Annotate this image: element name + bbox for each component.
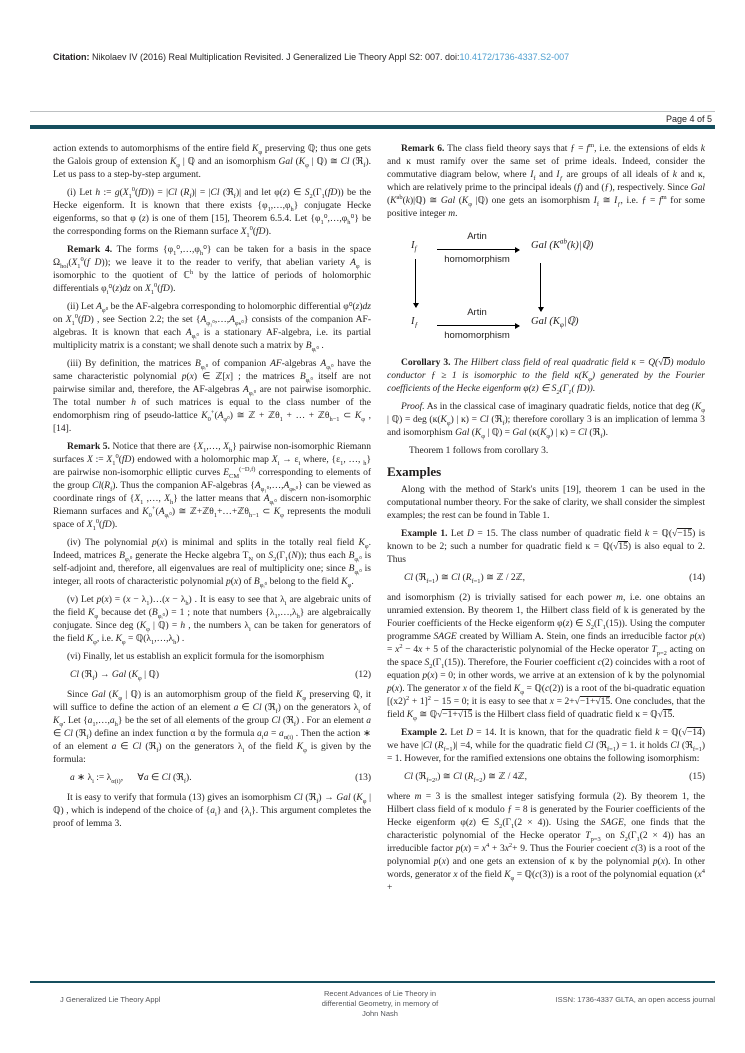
- footer-divider: [30, 981, 715, 983]
- paragraph: Theorem 1 follows from corollary 3.: [409, 446, 549, 456]
- paragraph: where m = 3 is the smallest integer satisfying formula (2). By theorem 1, the Hilbert class field of ĸ modulo ƒ = 8 is generated by the Fourier coefficients of the Hecke eigenform φ(z) ∈ $S_2(\Gamma_1(2 \times 4))$. Using the SAGE, one finds that the characteristic polynomial of the Hecke operator $T_{p=3}$ on $S_2(\Gamma_1(2 \times 4))$ has an irreducible factor $p(x) = x^4 + 3x^2+ 9$. Thus the Fourier coecient c(3) is a root of the polynomial p(x) and one gets an extension of ĸ by the polynomial p(x). In other words, generator x of the field $K_\varphi$ = ℚ(c(3)) is a root of the polynomial equation ($x^4$ +: [387, 792, 705, 893]
- footer: [30, 989, 715, 1019]
- paragraph-text: The Hilbert class field of real quadratic field ĸ = Q(√D) modulo conductor ƒ ≥ 1 is isomorphic to the field $ĸ(K_\varphi)$ generated by the Fourier coefficients of the Hecke eigenform φ(z) ∈ $S_2(\Gamma_1$( fD)).: [387, 358, 705, 396]
- equation-number: (14): [689, 573, 705, 583]
- paragraph: and isomorphism (2) is trivially satised for each power m, i.e. one obtains an unramied extension. By theorem 1, the Hilbert class field of k is generated by the Fourier coefficients of the Hecke eigenform φ(z) ∈ $S_2(\Gamma_1(15))$. Using the computer programme SAGE created by William A. Stein, one finds an irreducible factor $p(x) = x^2 - 4x + 5$ of the characteristic polynomial of the Hecke operator $T_{p=2}$ acting on the space $S_2(\Gamma_1(15))$. Therefore, the Fourier coefficient c(2) coincides with a root of equation p(x) = 0; in other words, we arrive at an extension of k by the polynomial p(x). The generator x of the field $K_\varphi$ = ℚ(c(2)) is a root of the bi-quadratic equation $[(x2)^2 + 1]^2 - 15 = 0$; it is easy to see that x = 2+√−1+√15. One concludes, that the field $K_\varphi$ ≅ ℚ√−1+√15 is the Hilbert class field of quadratic field ĸ = ℚ√15.: [387, 593, 705, 722]
- footer-issue-title: [280, 989, 480, 1019]
- arrow-right-icon: [437, 325, 519, 326]
- paragraph: Along with the method of Stark's units [19], theorem 1 can be used in the computational number theory. For the sake of clarity, we shall consider the simplest examples; the rest can be found in Table 1.: [387, 485, 705, 521]
- equation-body: Cl (ℜ$_{f=1}$) ≅ Cl $(R_{f=1})$ ≅ ℤ / 2ℤ,: [404, 573, 526, 585]
- diagram-arrow-sublabel: homomorphism: [444, 330, 510, 341]
- paragraph: (v) Let $p(x) = (x - \lambda_1)\dots(x - \lambda_h)$ . It is easy to see that $\lambda_i$ are algebraic units of the field $K_\varphi$ because $\det (B_{\varphi ᵢ^0}) = 1$ ; note that numbers $\{\lambda_1,\dots,\lambda_h\}$ are algebraically conjugate. Since deg ($K_\varphi$ | ℚ) = h , the numbers $\lambda_i$ can be taken for generators of the field $K_\varphi$, i.e. $K_\varphi$ = $ℚ(\lambda_1,\dots,\lambda_h)$ .: [53, 595, 372, 646]
- citation-text: Nikolaev IV (2016) Real Multiplication Revisited. J Generalized Lie Theory Appl S2: 007. doi:: [89, 52, 460, 62]
- equation-13: [53, 772, 371, 785]
- remark-label: Remark 4.: [67, 245, 113, 255]
- paragraph: [387, 528, 705, 567]
- paragraph: (ii) Let $A_{\varphi^0}$ be the AF-algebra corresponding to holomorphic differential φ⁰(z)dz on $X_1^0(fD)$ , see Section 2.2; the set $\{A_{\varphi_1^0},\dots,A_{\varphi_h^0}\}$ consists of the companion AF-algebras. It is known that each $A_{\varphi ᵢ^0}$ is a stationary AF-algebra, i.e. its partial multiplicity matrix is a constant; we shall denote such a matrix by $B_{\varphi ᵢ^0}$ .: [53, 302, 371, 353]
- paragraph: (iii) By definition, the matrices $B_{\varphi ᵢ^0}$ of companion AF-algebras $A_{\varphi ᵢ^0}$ have the same characteristic polynomial p(x) ∈ ℤ[x] ; the matrices $B_{\varphi ᵢ^0}$ itself are not pairwise similar and, therefore, the AF-algebras $A_{\varphi ᵢ^0}$ are not pairwise isomorphic. The total number h of such matrices is equal to the class number of the endomorphism ring of pseudo-lattice $K_0^+(A_{\varphi^0})$ ≅ ℤ + ℤθ$_1$ + … + ℤθ$_{h-1}$ ⊂ $K_\varphi$ , [14].: [53, 359, 371, 434]
- paragraph: [53, 244, 371, 296]
- right-column: [387, 143, 705, 978]
- paragraph: action extends to automorphisms of the entire field $K_\varphi$ preserving ℚ; thus one gets the Galois group of extension $K_\varphi$ | ℚ and an isomorphism Gal ($K_\varphi$ | ℚ) ≅ Cl (ℜ$_f$). Let us pass to a step-by-step argument.: [53, 144, 371, 180]
- equation-15: [387, 771, 705, 784]
- equation-14: [387, 572, 705, 585]
- equation-number: (12): [355, 670, 371, 680]
- paragraph: [387, 727, 705, 766]
- corollary-label: Corollary 3.: [401, 358, 451, 368]
- example-label: Example 2.: [401, 728, 448, 738]
- equation-12: [53, 669, 371, 682]
- paragraph: Since Gal ($K_\varphi$ | ℚ) is an automorphism group of the field $K_\varphi$ preserving ℚ, it will suffice to define the action of an element a ∈ Cl (ℜ$_f$) on the generators $\lambda_i$ of $K_\varphi$. Let $\{a_1,\dots,a_h\}$ be the set of all elements of the group Cl (ℜ$_f$) . For an element a ∈ Cl (ℜ$_f$) define an index function α by the formula $a_ia = a_{\alpha(i)}$ . Then the action ∗ of an element a ∈ Cl (ℜ$_f$) on the generators $\lambda_i$ of the field $K_\varphi$ is given by the formula:: [53, 690, 372, 765]
- diagram-node-If: $I_f$: [411, 240, 417, 254]
- paragraph: [387, 143, 705, 221]
- paragraph-text: The forms $\{\varphi_1^0,\dots,\varphi_h^0\}$ can be taken for a basis in the space $\Omega_{hol}(X_1^0(f$ D)); we leave it to the reader to verify, that abelian variety $A_\varphi$ is isomorphic to the quotient of ℂ$^h$ by the lattice of periods of holomorphic differentials $\varphi_i^0(z)dz$ on $X_1^0(fD)$.: [53, 245, 372, 296]
- equation-body: a ∗ $\lambda_i$ := $\lambda_{\alpha(i)}$, ∀a ∈ Cl (ℜ$_f$).: [70, 773, 192, 785]
- page-indicator: Page 4 of 5: [665, 114, 712, 124]
- footer-issn: ISSN: 1736-4337 GLTA, an open access journal: [555, 995, 715, 1004]
- left-column: [53, 143, 371, 978]
- paragraph-text: Let D = 15. The class number of quadratic field k = ℚ(√−15) is known to be 2; such a number for quadratic field ĸ = ℚ(√15) is also equal to 2. Thus: [387, 529, 705, 565]
- footer-journal-name: J Generalized Lie Theory Appl: [60, 995, 161, 1004]
- commutative-diagram: [397, 227, 697, 349]
- section-heading-examples: Examples: [387, 464, 442, 479]
- paragraph: [387, 401, 705, 440]
- diagram-arrow-sublabel: homomorphism: [444, 254, 510, 265]
- paragraph: It is easy to verify that formula (13) gives an isomorphism Cl (ℜ$_f$) → Gal ($K_\varphi$ | ℚ) , which is independ of the choice of $\{a_i\}$ and $\{\lambda_i\}$. This argument completes the proof of lemma 3.: [53, 793, 371, 829]
- equation-body: Cl (ℜ$_{f=2^3}$) ≅ Cl $(R_{f=2})$ ≅ ℤ / 4ℤ,: [404, 772, 527, 784]
- arrow-down-icon: [540, 263, 541, 311]
- diagram-node-Gal-ab: Gal $(K^{ab}(k)|ℚ)$: [531, 237, 594, 251]
- proof-label: Proof.: [401, 402, 425, 412]
- content-columns: [53, 143, 705, 978]
- diagram-node-If2: $I_ƒ$: [411, 316, 419, 330]
- paragraph: (vi) Finally, let us establish an explicit formula for the isomorphism: [67, 652, 325, 662]
- arrow-right-icon: [437, 249, 519, 250]
- paragraph: [53, 441, 371, 532]
- footer-issue-line: John Nash: [362, 1009, 398, 1019]
- arrow-down-icon: [415, 259, 416, 307]
- example-label: Example 1.: [401, 529, 448, 539]
- paragraph: (i) Let h := $g(X_1^0(fD)) = |Cl$ $(R_f)| = |Cl$ (ℜ$_f$)| and let φ(z) ∈ $S_2(\Gamma_1(fD))$ be the Hecke eigenform. It is known that there exists $\{\varphi_1,\dots,\varphi_h\}$ conjugate Hecke eigenforms, so that φ (z) is one of them [15], Theorem 6.5.4. Let $\{\varphi_1^0,\dots,\varphi_h^0\}$ be the corresponding forms on the Riemann surface $X_1^0(fD)$.: [53, 185, 372, 239]
- paragraph-text: As in the classical case of imaginary quadratic fields, notice that deg ($K_\varphi$ | ℚ) = deg ($ĸ(K_\varphi)$ | ĸ) = Cl (ℜ$_f$); therefore corollary 3 is an implication of lemma 3 and isomorphism Gal ($K_\varphi$ | ℚ) = Gal ($ĸ(K_\varphi)$ | ĸ) = Cl (ℜ$_f$).: [387, 402, 705, 440]
- equation-number: (15): [689, 772, 705, 782]
- paragraph-text: Let D = 14. It is known, that for the quadratic field k = ℚ(√−14) we have |Cl $(R_{f=1})| =4$, while for the quadratic field Cl (ℜ$_{f=1}$) = 1. it holds Cl (ℜ$_{f=1}$) = 1. However, for the ramified extensions one obtains the following isomorphism:: [387, 728, 705, 764]
- footer-issue-line: Recent Advances of Lie Theory in: [323, 989, 436, 998]
- paragraph-text: The class field theory says that ƒ = $f^m$, i.e. the extensions of elds k and ĸ must ramify over the same set of prime ideals. Indeed, consider the commutative diagram below, where $I_f$ and $I_ƒ$ are groups of all ideals of k and ĸ, which are relatively prime to the principal ideals (f) and (ƒ), respectively. Since Gal $(K^{ab}(k)|ℚ)$ ≅ Gal ($K_\varphi$ |ℚ) one gets an isomorphism $I_f$ ≅ $I_ƒ$, i.e. ƒ = $f^m$ for some positive integer m.: [387, 143, 705, 219]
- citation-line: [53, 52, 705, 62]
- remark-label: Remark 6.: [401, 144, 445, 154]
- equation-number: (13): [355, 773, 371, 783]
- header-divider: [30, 111, 715, 112]
- paragraph: (iv) The polynomial p(x) is minimal and splits in the totally real field $K_\varphi$. Indeed, matrices $B_{\varphi ᵢ^0}$ generate the Hecke algebra $T_N$ on $S_2(\Gamma_1(N))$; thus each $B_{\varphi ᵢ^0}$ is self-adjoint and, therefore, all eigenvalues are real of multiplicity one; since $B_{\varphi ᵢ^0}$ is integer, all roots of characteristic polynomial p(x) of $B_{\varphi ᵢ^0}$ belong to the field $K_\varphi$.: [53, 538, 372, 589]
- diagram-arrow-label: Artin: [467, 231, 487, 242]
- footer-issue-line: differential Geometry, in memory of: [321, 999, 439, 1009]
- diagram-node-Gal-phi: Gal $(K_\varphi|ℚ)$: [531, 316, 579, 330]
- citation-label: Citation:: [53, 52, 90, 62]
- paragraph: [387, 357, 705, 396]
- paragraph-text: Notice that there are {$X_1,\dots$, $X_h$} pairwise non-isomorphic Riemann surfaces X := $X_1^0(fD)$ endowed with a holomorphic map $X_i \to \varepsilon_i$ where, {$\varepsilon_1$, …, $_h$} are pairwise non-isomorphic elliptic curves $E_{CM}^{(-D,f)}$ corresponding to elements of the group $Cl(R_f)$. Thus the companion AF-algebras $\{A_{\varphi_1^0},\dots,A_{\varphi_h^0}\}$ can be viewed as coordinate rings of {$X_1$ ,…, $X_h$} the latter means that $A_{\varphi ᵢ^0}$ discern non-isomorphic Riemann surfaces and $K_0^+(A_{\varphi ᵢ^0})$ ≅ ℤ+ℤθ$_1$+…+ℤθ$_{h-1}$ ⊂ $K_\varphi$ represents the moduli space of $X_1^0(fD)$.: [53, 442, 372, 532]
- header-accent-bar: [30, 125, 715, 129]
- diagram-arrow-label: Artin: [467, 307, 487, 318]
- remark-label: Remark 5.: [67, 442, 110, 452]
- doi-link[interactable]: 10.4172/1736-4337.S2-007: [459, 52, 570, 62]
- equation-body: Cl (ℜ$_f$) → Gal ($K_\varphi$ | ℚ): [70, 670, 160, 682]
